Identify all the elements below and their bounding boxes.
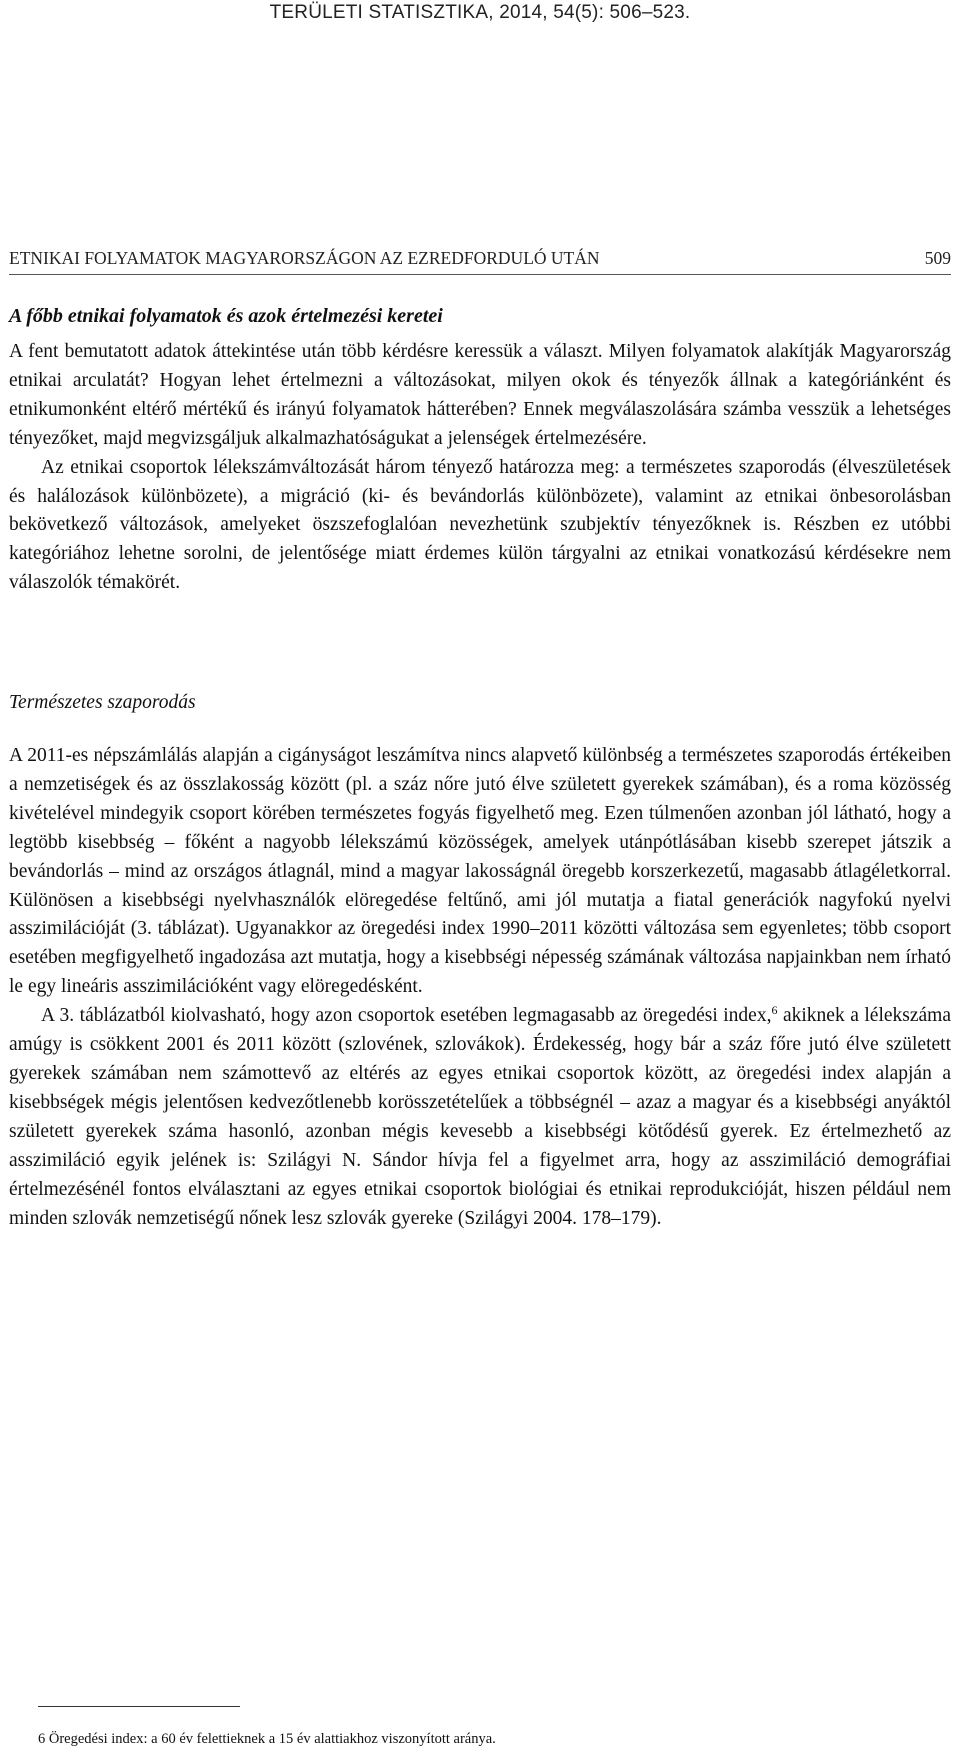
footnote-marker: 6 — [771, 1003, 778, 1018]
body-paragraph-2 — [9, 1002, 951, 1233]
page-number: 509 — [924, 248, 951, 268]
running-head-rule — [9, 274, 951, 275]
intro-paragraph-1: A fent bemutatott adatok áttekintése után több kérdésre keressük a választ. Milyen folyamatok alakítják Magyarország etnikai arculatát? Hogyan lehet értelmezni a változásokat, milyen okok és tényezők állnak a kategóriánként és etnikumonként eltérő mértékű és irányú folyamatok hátterében? Ennek megválaszolására számba vesszük a lehetséges tényezőket, majd megvizsgáljuk alkalmazhatóságukat a jelenségek értelmezésére. — [9, 341, 951, 449]
subheading: Természetes szaporodás — [9, 692, 196, 713]
body-section — [9, 742, 951, 1233]
body-paragraph-2-start: A 3. táblázatból kiolvasható, hogy azon csoportok esetében legmagasabb az öregedési index, — [41, 1005, 772, 1027]
body-paragraph-2-end: akiknek a lélekszáma amúgy is csökkent 2001 és 2011 között (szlovének, szlovákok). Érdekesség, hogy bár a száz főre jutó élve született gyerekek számában nem számottevő az eltérés az egyes etnikai csoportok között, az öregedési index alapján a kisebbségek mégis jelentősen kedvezőtlenebb korösszetételűek a többségnél – azaz a magyar és a kisebbségi anyáktól született gyerekek száma hasonló, azonban mégis kevesebb a kisebbségi kötődésű gyerek. Ez értelmezhető az asszimiláció egyik jelének is: Szilágyi N. Sándor hívja fel a figyelmet arra, hogy az asszimiláció demográfiai értelmezésénél fontos elválasztani az egyes etnikai csoportok biológiai és etnikai reprodukcióját, hiszen például nem minden szlovák nemzetiségű nőnek lesz szlovák gyereke (Szilágyi 2004. 178–179). — [9, 1005, 952, 1229]
section-heading: A főbb etnikai folyamatok és azok értelmezési keretei — [9, 305, 443, 327]
intro-section — [9, 338, 951, 598]
running-head-title: ETNIKAI FOLYAMATOK MAGYARORSZÁGON AZ EZREDFORDULÓ UTÁN — [9, 248, 600, 268]
body-paragraph-1: A 2011-es népszámlálás alapján a cigányságot leszámítva nincs alapvető különbség a természetes szaporodás értékeiben a nemzetiségek és az összlakosság között (pl. a száz nőre jutó élve született gyerekek számában), és a roma közösség kivételével mindegyik csoport körében természetes fogyás figyelhető meg. Ezen túlmenően azonban jól látható, hogy a legtöbb kisebbség – főként a nagyobb lélekszámú közösségek, amelyek utánpótlásában kisebb szerepet játszik a bevándorlás – mind az országos átlagnál, mind a magyar lakosságnál öregebb korszerkezetű, magasabb átlagéletkorral. Különösen a kisebbségi nyelvhasználók elöregedése feltűnő, ami jól mutatja a fiatal generációk nagyfokú nyelvi asszimilációját (3. táblázat). Ugyanakkor az öregedési index 1990–2011 közötti változása sem egyenletes; több csoport esetében megfigyelhető ingadozása azt mutatja, hogy a kisebbségi népesség számának változása napjainkban nem írható le egy lineáris asszimilációként vagy elöregedésként. — [9, 745, 951, 998]
footnote-rule — [38, 1706, 240, 1707]
intro-paragraph-2: Az etnikai csoportok lélekszámváltozását három tényező határozza meg: a természetes szaporodás (élveszületések és halálozások különbözete), a migráció (ki- és bevándorlás különbözete), valamint az etnikai önbesorolásban bekövetkező változások, amelyeket öszszefoglalóan nevezhetünk szubjektív tényezőknek is. Részben ez utóbbi kategóriához lehetne sorolni, de jelentősége miatt érdemes külön tárgyalni az etnikai vonatkozású kérdésekre nem válaszolók témakörét. — [9, 456, 951, 594]
running-head — [9, 248, 951, 269]
journal-header: TERÜLETI STATISZTIKA, 2014, 54(5): 506–523. — [269, 2, 691, 23]
footnote: 6 Öregedési index: a 60 év felettieknek a 15 év alattiakhoz viszonyított aránya. — [38, 1731, 496, 1747]
